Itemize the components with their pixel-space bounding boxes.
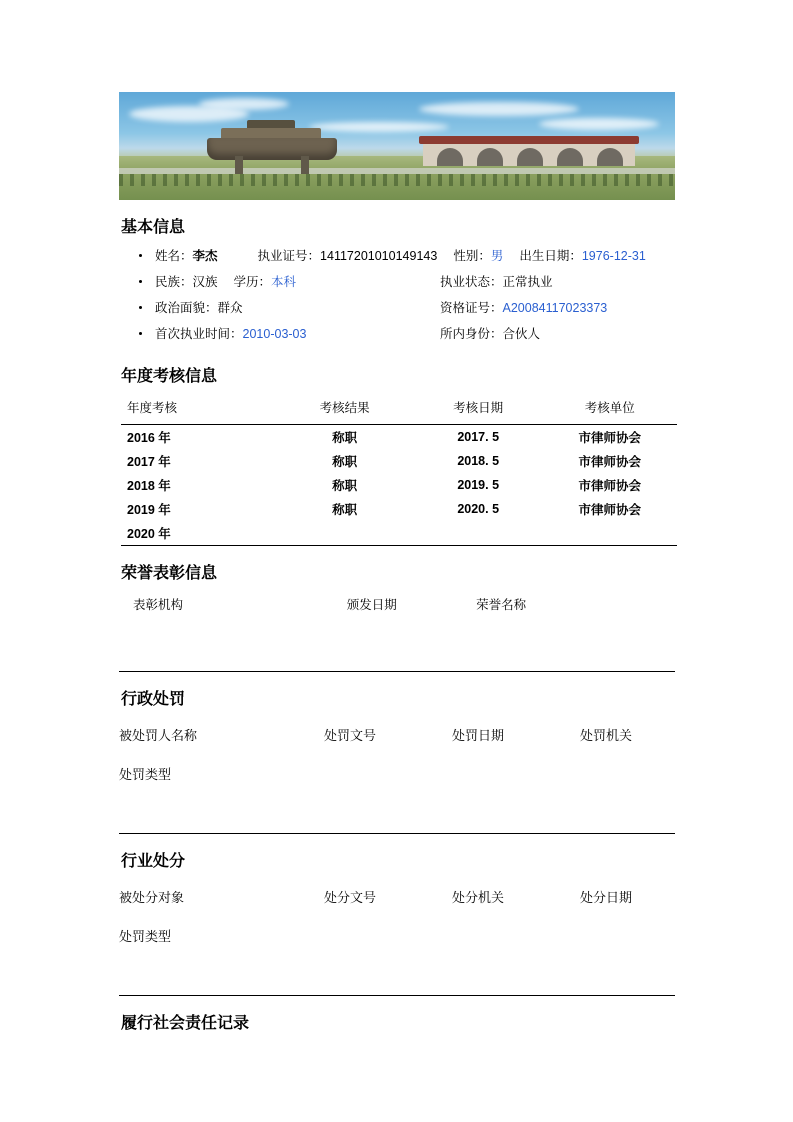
value-gender: 男 [490, 249, 504, 263]
section-title-industry-punishment: 行业处分 [121, 853, 186, 870]
section-title-social-responsibility: 履行社会责任记录 [121, 1015, 250, 1032]
gate-building [419, 136, 639, 166]
cell-unit: 市律师协会 [578, 503, 642, 517]
column-header-award-name: 荣誉名称 [476, 598, 527, 612]
cell-unit: 市律师协会 [578, 455, 642, 469]
column-header-penalty-doc-no: 处罚文号 [324, 728, 377, 743]
column-header-punishment-date: 处分日期 [580, 890, 633, 905]
cell-year: 2017 年 [127, 455, 171, 469]
value-firm-role: 合伙人 [502, 327, 541, 341]
value-qualification-no: A20084117023373 [502, 301, 608, 315]
column-header-penalized-name: 被处罚人名称 [119, 728, 198, 743]
admin-penalty-grid [119, 719, 675, 823]
table-row [121, 497, 677, 521]
cell-year: 2016 年 [127, 431, 171, 445]
cell-empty [119, 619, 347, 661]
column-header-date: 考核日期 [414, 392, 543, 425]
cell-date: 2020. 5 [457, 502, 500, 516]
section-title-admin-penalty: 行政处罚 [121, 691, 186, 708]
column-header-award-date: 颁发日期 [346, 598, 397, 612]
column-header-penalty-date: 处罚日期 [452, 728, 505, 743]
cell-date: 2017. 5 [457, 430, 500, 444]
document-content [119, 92, 675, 1039]
label-firm-role: 所内身份： [440, 327, 503, 341]
basic-info-list [119, 243, 675, 347]
list-item [133, 243, 675, 269]
cell-year: 2018 年 [127, 479, 171, 493]
column-header-punishment-authority: 处分机关 [452, 890, 505, 905]
cell-year: 2019 年 [127, 503, 171, 517]
value-political-status: 群众 [217, 301, 243, 315]
label-gender: 性别： [453, 249, 491, 263]
cell-result: 称职 [332, 431, 358, 445]
cell-date: 2019. 5 [457, 478, 500, 492]
value-first-practice-date: 2010-03-03 [242, 327, 307, 341]
label-first-practice-date: 首次执业时间： [155, 327, 243, 341]
table-row [121, 521, 677, 546]
column-header-punishment-doc-no: 处分文号 [324, 890, 377, 905]
table-row [121, 473, 677, 497]
annual-review-table-wrap [119, 392, 675, 546]
column-header-unit: 考核单位 [543, 392, 677, 425]
list-item [133, 321, 675, 347]
cell-year: 2020 年 [121, 521, 275, 546]
cloud-shape [419, 102, 579, 116]
label-name: 姓名： [155, 249, 193, 263]
cell-result: 称职 [332, 479, 358, 493]
label-practice-status: 执业状态： [440, 275, 503, 289]
table-header-row [119, 912, 675, 951]
cell-result: 称职 [332, 455, 358, 469]
value-name: 李杰 [192, 249, 218, 263]
column-header-punished-object: 被处分对象 [119, 890, 185, 905]
cell-unit: 市律师协会 [578, 431, 642, 445]
industry-punishment-grid [119, 881, 675, 985]
label-ethnicity: 民族： [155, 275, 193, 289]
table-header-row [119, 750, 675, 789]
table-header-row [121, 392, 677, 425]
column-header-penalty-type: 处罚类型 [119, 767, 172, 782]
section-title-basic-info: 基本信息 [121, 219, 186, 236]
cloud-shape [539, 118, 659, 130]
section-divider [119, 833, 675, 834]
value-practice-status: 正常执业 [502, 275, 553, 289]
table-header-row [119, 881, 675, 912]
table-header-row [119, 719, 675, 750]
empty-area [119, 789, 675, 823]
table-header-row [119, 589, 675, 619]
cell-empty [476, 619, 675, 661]
column-header-award-org: 表彰机构 [133, 598, 184, 612]
label-political-status: 政治面貌： [155, 301, 218, 315]
cell-empty [347, 619, 476, 661]
cell-date: 2018. 5 [457, 454, 500, 468]
tree-line [119, 174, 675, 186]
section-title-honors: 荣誉表彰信息 [121, 565, 218, 582]
label-license-no: 执业证号： [257, 249, 321, 263]
list-item [133, 269, 675, 295]
value-education: 本科 [271, 275, 297, 289]
section-divider [119, 671, 675, 672]
list-item [133, 295, 675, 321]
cell-result: 称职 [332, 503, 358, 517]
table-empty-row [119, 619, 675, 661]
cloud-shape [199, 98, 289, 110]
annual-review-table [121, 392, 677, 546]
monument-sculpture [207, 126, 337, 164]
label-birthdate: 出生日期： [519, 249, 582, 263]
cell-result [275, 521, 413, 546]
value-license-no: 14117201010149143 [320, 249, 438, 263]
empty-area [119, 951, 675, 985]
label-qualification-no: 资格证号： [440, 301, 503, 315]
label-education: 学历： [233, 275, 272, 289]
column-header-year: 年度考核 [121, 392, 275, 425]
cell-unit: 市律师协会 [578, 479, 642, 493]
table-row [121, 449, 677, 473]
section-title-annual-review: 年度考核信息 [121, 368, 218, 385]
value-ethnicity: 汉族 [192, 275, 218, 289]
section-divider [119, 995, 675, 996]
banner-photo [119, 92, 675, 200]
honors-table [119, 589, 675, 661]
table-row [121, 425, 677, 450]
column-header-penalty-authority: 处罚机关 [580, 728, 633, 743]
value-birthdate: 1976-12-31 [581, 249, 646, 263]
cell-unit [543, 521, 677, 546]
column-header-result: 考核结果 [275, 392, 413, 425]
cell-date [414, 521, 543, 546]
column-header-punishment-type: 处罚类型 [119, 929, 172, 944]
